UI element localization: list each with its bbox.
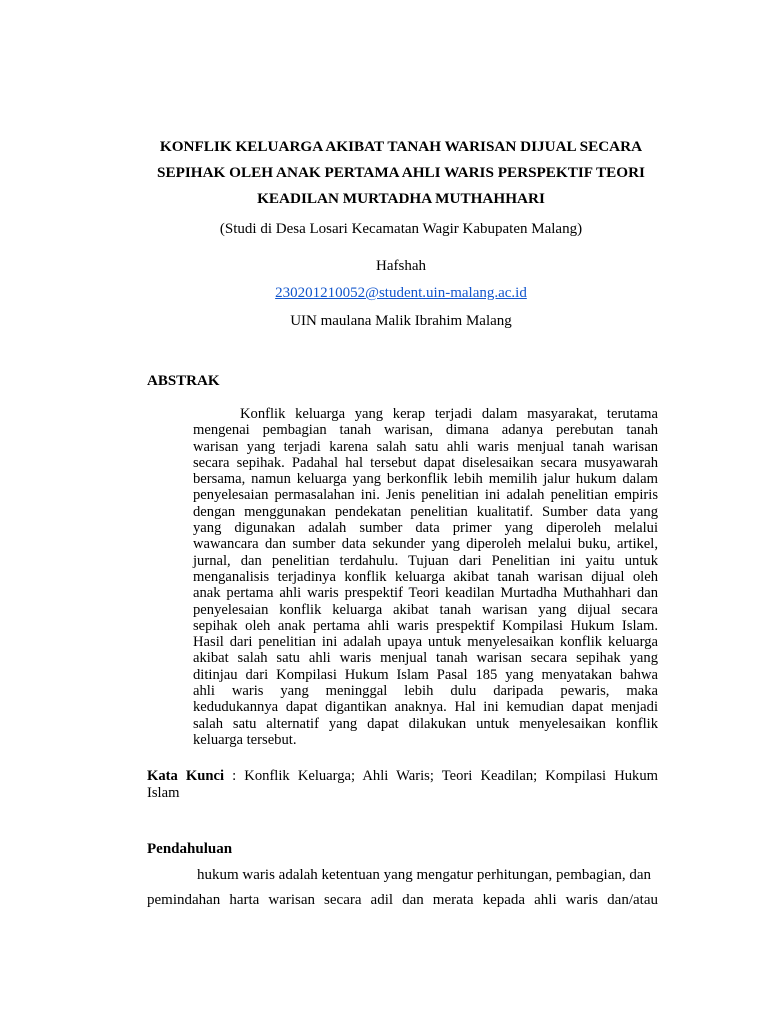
paper-title <box>120 134 682 212</box>
abstract-line: yang digunakan adalah sumber data primer yang diperoleh melalui <box>193 520 658 537</box>
keywords-list: : Konflik Keluarga; Ahli Waris; Teori Keadilan; Kompilasi Hukum <box>232 768 658 784</box>
keywords-line <box>147 768 658 785</box>
intro-body <box>147 864 658 914</box>
abstract-line: akibat salah satu ahli waris menjual tanah warisan secara sepihak yang <box>193 650 658 667</box>
abstract-line: penyelesaian konflik keluarga akibat tanah warisan yang dijual secara <box>193 601 658 618</box>
keywords-block <box>147 768 658 802</box>
abstract-line: keluarga tersebut. <box>193 731 297 748</box>
abstract-line: secara sepihak. Padahal hal tersebut dapat diselesaikan secara musyawarah <box>193 454 658 471</box>
title-line: KEADILAN MURTADHA MUTHAHHARI <box>257 190 545 207</box>
abstract-line: warisan yang terjadi karena salah satu ahli waris menjual tanah warisan <box>193 438 658 455</box>
abstract-line: penyelesaian permasalahan ini. Jenis penelitian ini adalah penelitian empiris <box>193 487 658 504</box>
title-line: KONFLIK KELUARGA AKIBAT TANAH WARISAN DIJUAL SECARA <box>159 138 643 155</box>
title-line: SEPIHAK OLEH ANAK PERTAMA AHLI WARIS PERSPEKTIF TEORI <box>157 164 645 181</box>
abstract-line: bersama, namun keluarga yang berkonflik lebih memilih jalur hukum dalam <box>193 471 658 488</box>
abstract-line: dengan menggunakan pendekatan penelitian kualitatif. Sumber data yang <box>193 503 658 520</box>
abstract-line: jurnal, dan penelitian terdahulu. Tujuan dari Penelitian ini yaitu untuk <box>193 552 658 569</box>
abstract-line: sepihak oleh anak pertama ahli waris prespektif Kompilasi Hukum Islam. <box>193 617 658 634</box>
abstract-line: kedudukannya dapat digantikan anaknya. Hal ini kemudian dapat menjadi <box>193 699 658 716</box>
keywords-line-2: Islam <box>147 785 180 801</box>
abstract-line: Konflik keluarga yang kerap terjadi dalam masyarakat, terutama <box>240 406 658 422</box>
paper-subtitle: (Studi di Desa Losari Kecamatan Wagir Kabupaten Malang) <box>219 221 583 237</box>
author-affiliation: UIN maulana Malik Ibrahim Malang <box>290 313 512 329</box>
abstract-body <box>193 406 658 748</box>
abstract-line: anak pertama ahli waris prespektif Teori keadilan Murtadha Muthahhari dan <box>193 585 658 602</box>
abstract-heading: ABSTRAK <box>147 373 220 389</box>
author-name: Hafshah <box>376 258 426 274</box>
intro-line: pemindahan harta warisan secara adil dan merata kepada ahli waris dan/atau <box>147 892 658 908</box>
abstract-line: wawancara dan sumber data sekunder yang diperoleh melalui buku, artikel, <box>193 536 658 553</box>
abstract-line: mengenai pembagian tanah warisan, dimana adanya perebutan tanah <box>193 422 658 439</box>
intro-heading: Pendahuluan <box>147 841 233 857</box>
abstract-line: ditinjau dari Kompilasi Hukum Islam Pasal 185 yang menyatakan bahwa <box>193 666 658 683</box>
abstract-line: salah satu alternatif yang dapat dilakukan untuk menyelesaikan konflik <box>193 715 658 732</box>
intro-line: hukum waris adalah ketentuan yang mengatur perhitungan, pembagian, dan <box>197 867 652 883</box>
abstract-line: menganalisis terjadinya konflik keluarga akibat tanah warisan dijual oleh <box>193 568 658 585</box>
keywords-label: Kata Kunci <box>147 768 225 784</box>
abstract-line: ahli waris yang meninggal lebih dulu daripada pewaris, maka <box>193 683 658 700</box>
abstract-line: Hasil dari penelitian ini adalah upaya untuk menyelesaikan konflik keluarga <box>193 634 658 651</box>
author-email-link[interactable]: 230201210052@student.uin-malang.ac.id <box>275 285 527 301</box>
